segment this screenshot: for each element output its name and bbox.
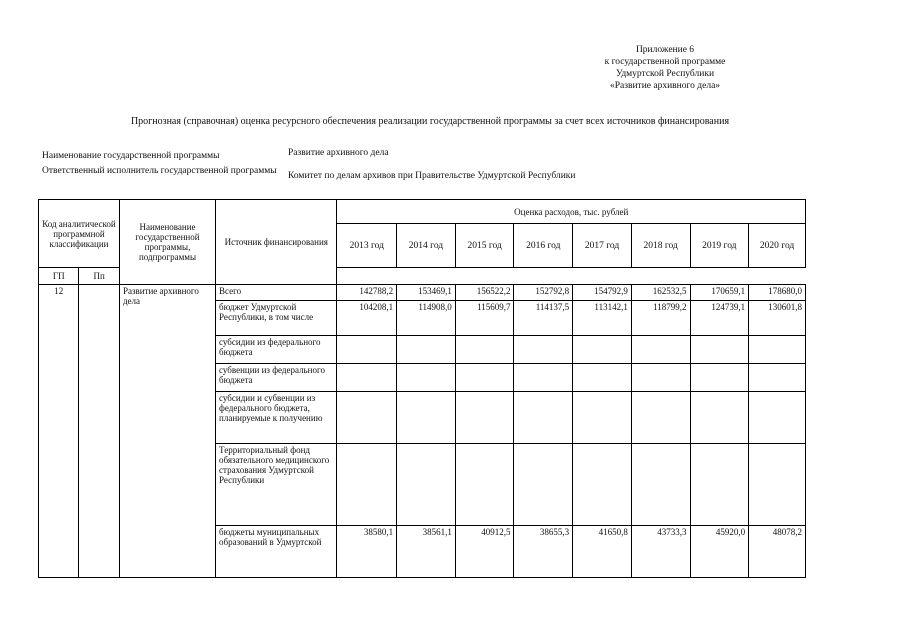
value-cell xyxy=(337,336,397,364)
header-pp: Пп xyxy=(79,268,119,285)
program-label: Наименование государственной программы xyxy=(42,151,220,161)
source-cell: субвенции из федерального бюджета xyxy=(216,364,337,392)
value-cell xyxy=(397,392,456,444)
value-cell: 38561,1 xyxy=(397,526,456,578)
value-cell xyxy=(455,336,514,364)
value-cell xyxy=(514,444,573,526)
gp-code-cell: 12 xyxy=(39,285,79,578)
value-cell: 43733,3 xyxy=(631,526,690,578)
source-cell: бюджет Удмуртской Республики, в том числе xyxy=(216,301,337,336)
value-cell: 154792,9 xyxy=(573,285,632,301)
financing-table xyxy=(38,199,806,578)
value-cell xyxy=(631,336,690,364)
executor-label: Ответственный исполнитель государственной программы xyxy=(42,166,277,176)
value-cell xyxy=(749,364,806,392)
value-cell xyxy=(455,444,514,526)
value-cell xyxy=(514,364,573,392)
value-cell: 156522,2 xyxy=(455,285,514,301)
value-cell xyxy=(573,336,632,364)
value-cell: 142788,2 xyxy=(337,285,397,301)
value-cell xyxy=(690,444,749,526)
header-gp: ГП xyxy=(39,268,79,285)
value-cell xyxy=(631,444,690,526)
value-cell: 170659,1 xyxy=(690,285,749,301)
value-cell xyxy=(573,364,632,392)
value-cell: 124739,1 xyxy=(690,301,749,336)
value-cell xyxy=(337,364,397,392)
value-cell: 41650,8 xyxy=(573,526,632,578)
program-value: Развитие архивного дела xyxy=(288,148,389,158)
header-year-6: 2019 год xyxy=(690,224,749,268)
annex-line-1: Приложение 6 xyxy=(635,45,695,55)
annex-line-4: «Развитие архивного дела» xyxy=(609,81,721,91)
header-year-7: 2020 год xyxy=(749,224,806,268)
value-cell xyxy=(514,336,573,364)
header-year-4: 2017 год xyxy=(573,224,632,268)
header-year-1: 2014 год xyxy=(397,224,456,268)
value-cell xyxy=(397,444,456,526)
value-cell xyxy=(397,364,456,392)
value-cell xyxy=(573,444,632,526)
value-cell xyxy=(631,392,690,444)
pp-code-cell xyxy=(79,285,119,578)
value-cell: 152792,8 xyxy=(514,285,573,301)
value-cell: 115609,7 xyxy=(455,301,514,336)
value-cell xyxy=(749,444,806,526)
value-cell: 178680,0 xyxy=(749,285,806,301)
value-cell xyxy=(690,364,749,392)
value-cell: 130601,8 xyxy=(749,301,806,336)
document-title: Прогнозная (справочная) оценка ресурсного обеспечения реализации государственной программы за счет всех источников финансирования xyxy=(130,116,730,127)
table-row xyxy=(39,285,806,301)
source-cell: субсидии и субвенции из федерального бюджета, планируемые к получению xyxy=(216,392,337,444)
header-code: Код аналитической программной классификации xyxy=(39,200,120,268)
header-year-2: 2015 год xyxy=(455,224,514,268)
value-cell: 114908,0 xyxy=(397,301,456,336)
value-cell: 48078,2 xyxy=(749,526,806,578)
value-cell xyxy=(690,336,749,364)
value-cell xyxy=(631,364,690,392)
value-cell xyxy=(573,392,632,444)
value-cell: 162532,5 xyxy=(631,285,690,301)
header-row-1 xyxy=(39,200,806,224)
value-cell: 118799,2 xyxy=(631,301,690,336)
value-cell: 113142,1 xyxy=(573,301,632,336)
value-cell: 40912,5 xyxy=(455,526,514,578)
value-cell: 38580,1 xyxy=(337,526,397,578)
value-cell xyxy=(690,392,749,444)
header-year-0: 2013 год xyxy=(337,224,397,268)
value-cell xyxy=(337,392,397,444)
value-cell xyxy=(749,336,806,364)
annex-line-2: к государственной программе xyxy=(604,57,726,67)
value-cell: 104208,1 xyxy=(337,301,397,336)
source-cell: Территориальный фонд обязательного медицинского страхования Удмуртской Республики xyxy=(216,444,337,526)
value-cell xyxy=(514,392,573,444)
value-cell xyxy=(337,444,397,526)
value-cell: 38655,3 xyxy=(514,526,573,578)
value-cell xyxy=(455,364,514,392)
source-cell: Всего xyxy=(216,285,337,301)
value-cell xyxy=(397,336,456,364)
annex-line-3: Удмуртской Республики xyxy=(615,69,715,79)
header-estimate: Оценка расходов, тыс. рублей xyxy=(337,200,806,224)
value-cell xyxy=(455,392,514,444)
header-source: Источник финансирования xyxy=(216,200,337,285)
source-cell: субсидии из федерального бюджета xyxy=(216,336,337,364)
header-year-3: 2016 год xyxy=(514,224,573,268)
header-year-5: 2018 год xyxy=(631,224,690,268)
value-cell: 45920,0 xyxy=(690,526,749,578)
value-cell xyxy=(749,392,806,444)
value-cell: 114137,5 xyxy=(514,301,573,336)
header-program-name: Наименование государственной программы, подпрограммы xyxy=(119,200,215,285)
source-cell: бюджеты муниципальных образований в Удмуртской xyxy=(216,526,337,578)
executor-value: Комитет по делам архивов при Правительстве Удмуртской Республики xyxy=(288,171,576,181)
annex-header xyxy=(560,44,770,92)
value-cell: 153469,1 xyxy=(397,285,456,301)
program-name-cell: Развитие архивного дела xyxy=(119,285,215,578)
